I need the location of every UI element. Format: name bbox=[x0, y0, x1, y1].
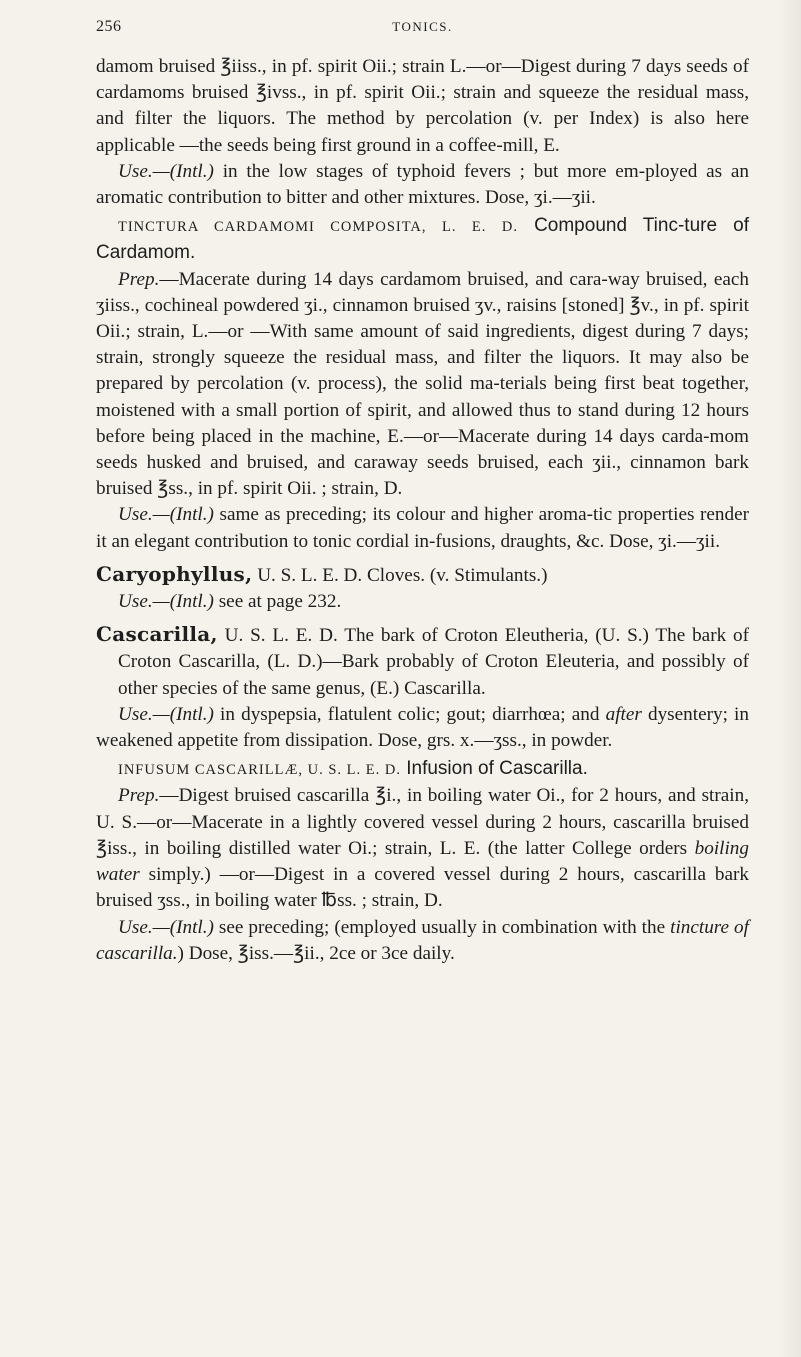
use-label-2: Use.—(Intl.) bbox=[118, 504, 214, 526]
running-title: TONICS. bbox=[392, 19, 453, 34]
cascarilla-use-after: after bbox=[605, 703, 642, 725]
prep-text: —Macerate during 14 days cardamom bruised, and cara-way bruised, each ʒiiss., cochineal powdered ʒi., cinnamon bruised ʒv., raisins [stoned] ℥v., in pf. spirit Oii.; strain, L.—or —With same amount of said ingredients, digest during 7 days; strain, strongly squeeze the residual mass, and filter the liquors. It may also be prepared by percolation (v. process), the solid ma-terials being first beat together, moistened with a small portion of spirit, and allowed thus to stand during 12 hours before being placed in the machine, E.—or—Macerate during 14 days carda-mom seeds husked and bruised, and caraway seeds bruised, each ʒii., cinnamon bark bruised ℥ss., in pf. spirit Oii. ; strain, D. bbox=[96, 268, 749, 500]
caryophyllus-use bbox=[96, 589, 749, 615]
page-number: 256 bbox=[96, 18, 122, 35]
english-heading: Compound Tinc-ture of Cardamom. bbox=[96, 215, 749, 264]
use-paragraph-2 bbox=[96, 502, 749, 554]
entry-desc-cascarilla: U. S. L. E. D. The bark of Croton Eleutheria, (U. S.) The bark of Croton Cascarilla, (L. D.)—Bark probably of Croton Eleuteria, and possibly of other species of the same genus, (E.) Cascarilla. bbox=[118, 625, 749, 699]
subheading-compound-tincture bbox=[96, 213, 749, 266]
prep-paragraph bbox=[96, 267, 749, 503]
latin-heading-2: INFUSUM CASCARILLÆ, U. S. L. E. D. bbox=[118, 762, 401, 779]
infusion-use-label: Use.—(Intl.) bbox=[118, 916, 214, 938]
english-heading-2: Infusion of Cascarilla. bbox=[400, 758, 588, 780]
infusion-boiling-water: boiling water bbox=[96, 837, 749, 886]
latin-heading: TINCTURA CARDAMOMI COMPOSITA, L. E. D. bbox=[118, 219, 518, 236]
cascarilla-use-text-a: in dyspepsia, flatulent colic; gout; diarrhœa; and bbox=[213, 703, 606, 725]
infusion-prep-label: Prep. bbox=[118, 785, 160, 807]
use-paragraph bbox=[96, 159, 749, 211]
continuation-paragraph: damom bruised ℥iiss., in pf. spirit Oii.; strain L.—or—Digest during 7 days seeds of cardamoms bruised ℥ivss., in pf. spirit Oii.; strain and squeeze the residual mass, and filter the liquors. The method by percolation (v. per Index) is also here applicable —the seeds being first ground in a coffee-mill, E. bbox=[96, 56, 749, 156]
entry-name-caryophyllus: Caryophyllus, bbox=[96, 561, 253, 586]
entry-desc-caryophyllus: U. S. L. E. D. Cloves. (v. Stimulants.) bbox=[252, 564, 548, 586]
cascarilla-use-label: Use.—(Intl.) bbox=[118, 703, 214, 725]
page-edge-shadow bbox=[779, 0, 801, 1357]
infusion-use bbox=[96, 915, 749, 967]
infusion-prep bbox=[96, 783, 749, 914]
use-text-2: same as preceding; its colour and higher aroma-tic properties render it an elegant contribution to tonic cordial in-fusions, draughts, &c. Dose, ʒi.—ʒii. bbox=[96, 504, 749, 552]
prep-label: Prep. bbox=[118, 268, 160, 290]
caryophyllus-use-label: Use.—(Intl.) bbox=[118, 591, 214, 613]
cascarilla-use bbox=[96, 702, 749, 754]
infusion-prep-text-a: —Digest bruised cascarilla ℥i., in boiling water Oi., for 2 hours, and strain, U. S.—or—Macerate in a lightly covered vessel during 2 hours, cascarilla bruised ℥iss., in boiling distilled water Oi.; strain, L. E. (the latter College orders bbox=[96, 785, 749, 859]
caryophyllus-use-text: see at page 232. bbox=[213, 591, 342, 613]
subheading-infusion bbox=[96, 756, 749, 783]
cascarilla-use-text-b: dysentery; in weakened appetite from dissipation. Dose, grs. x.—ʒss., in powder. bbox=[96, 703, 749, 752]
entry-name-cascarilla: Cascarilla, bbox=[96, 622, 218, 647]
infusion-use-text-a: see preceding; (employed usually in combination with the bbox=[213, 916, 671, 938]
infusion-tincture-ref: tincture of cascarilla. bbox=[96, 916, 749, 964]
infusion-use-text-b: ) Dose, ℥iss.—℥ii., 2ce or 3ce daily. bbox=[177, 942, 455, 964]
use-label: Use.—(Intl.) bbox=[118, 160, 214, 182]
entry-caryophyllus bbox=[96, 561, 749, 589]
running-head bbox=[96, 14, 749, 54]
use-text: in the low stages of typhoid fevers ; but more em-ployed as an aromatic contribution to bitter and other mixtures. Dose, ʒi.—ʒii. bbox=[96, 160, 749, 209]
infusion-prep-text-b: simply.) —or—Digest in a covered vessel during 2 hours, cascarilla bark bruised ʒss., in boiling water ℔ss. ; strain, D. bbox=[96, 864, 749, 912]
entry-cascarilla bbox=[96, 621, 749, 702]
